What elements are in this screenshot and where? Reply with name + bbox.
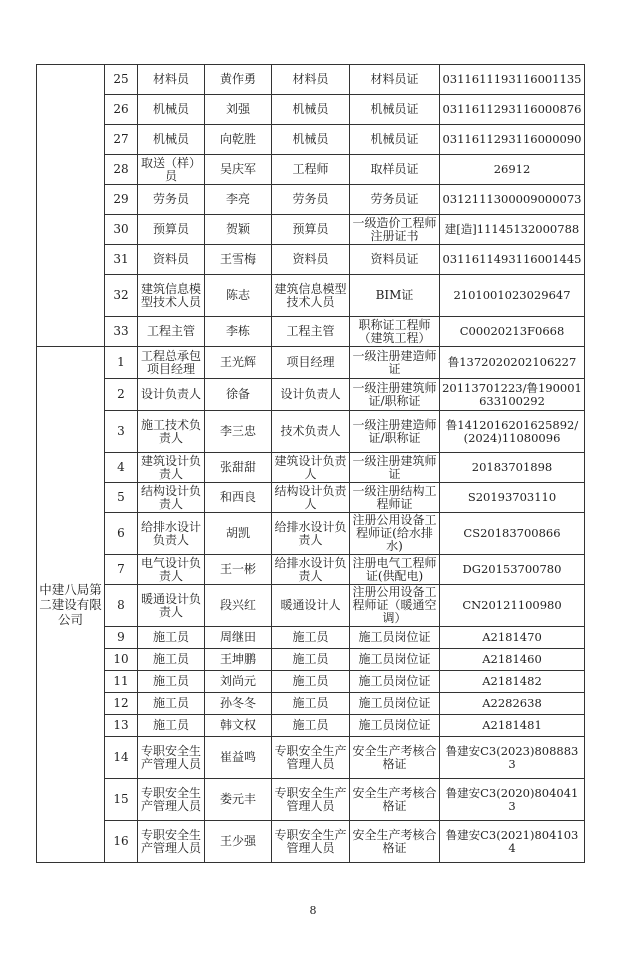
cell-name: 吴庆军 [205, 155, 272, 185]
cell-no: 12 [105, 693, 138, 715]
cell-no: 14 [105, 737, 138, 779]
cell-role: 给排水设计负责人 [272, 513, 350, 555]
cell-role: 项目经理 [272, 347, 350, 379]
cell-no: 33 [105, 317, 138, 347]
table-row [37, 95, 585, 125]
cell-position: 机械员 [138, 125, 205, 155]
cell-cert-type: 施工员岗位证 [350, 627, 440, 649]
table-row [37, 555, 585, 585]
cell-role: 技术负责人 [272, 411, 350, 453]
cell-role: 结构设计负责人 [272, 483, 350, 513]
cell-cert-type: 一级造价工程师注册证书 [350, 215, 440, 245]
cell-role: 机械员 [272, 125, 350, 155]
cell-role: 专职安全生产管理人员 [272, 779, 350, 821]
cell-cert-type: 材料员证 [350, 65, 440, 95]
cell-cert-no: 20183701898 [440, 453, 585, 483]
cell-role: 材料员 [272, 65, 350, 95]
cell-position: 建筑信息模型技术人员 [138, 275, 205, 317]
cell-cert-type: 一级注册结构工程师证 [350, 483, 440, 513]
table-row [37, 125, 585, 155]
cell-no: 4 [105, 453, 138, 483]
cell-name: 贺颖 [205, 215, 272, 245]
table-row [37, 185, 585, 215]
cell-name: 崔益鸣 [205, 737, 272, 779]
cell-role: 专职安全生产管理人员 [272, 737, 350, 779]
cell-no: 27 [105, 125, 138, 155]
cell-position: 施工技术负责人 [138, 411, 205, 453]
cell-position: 专职安全生产管理人员 [138, 821, 205, 863]
cell-position: 施工员 [138, 649, 205, 671]
cell-position: 专职安全生产管理人员 [138, 779, 205, 821]
cell-cert-type: BIM证 [350, 275, 440, 317]
table-row [37, 693, 585, 715]
cell-no: 15 [105, 779, 138, 821]
cell-position: 暖通设计负责人 [138, 585, 205, 627]
table-row [37, 379, 585, 411]
table-row [37, 585, 585, 627]
cell-name: 段兴红 [205, 585, 272, 627]
cell-role: 施工员 [272, 715, 350, 737]
cell-role: 建筑设计负责人 [272, 453, 350, 483]
cell-cert-no: 0311611193116001135 [440, 65, 585, 95]
cell-name: 刘尚元 [205, 671, 272, 693]
cell-cert-type: 取样员证 [350, 155, 440, 185]
cell-position: 工程主管 [138, 317, 205, 347]
cell-no: 5 [105, 483, 138, 513]
cell-no: 2 [105, 379, 138, 411]
cell-cert-type: 一级注册建造师证 [350, 347, 440, 379]
cell-no: 1 [105, 347, 138, 379]
cell-cert-type: 机械员证 [350, 95, 440, 125]
cell-cert-type: 注册公用设备工程师证(给水排水) [350, 513, 440, 555]
cell-cert-type: 职称证工程师（建筑工程） [350, 317, 440, 347]
cell-no: 3 [105, 411, 138, 453]
cell-no: 7 [105, 555, 138, 585]
cell-name: 孙冬冬 [205, 693, 272, 715]
cell-no: 9 [105, 627, 138, 649]
cell-position: 施工员 [138, 693, 205, 715]
cell-cert-no: 鲁建安C3(2021)8041034 [440, 821, 585, 863]
cell-position: 施工员 [138, 715, 205, 737]
cell-name: 李亮 [205, 185, 272, 215]
cell-cert-no: 0311611293116000876 [440, 95, 585, 125]
table-row [37, 737, 585, 779]
cell-cert-type: 资料员证 [350, 245, 440, 275]
cell-no: 13 [105, 715, 138, 737]
cell-name: 王光辉 [205, 347, 272, 379]
cell-position: 劳务员 [138, 185, 205, 215]
cell-no: 29 [105, 185, 138, 215]
cell-name: 王一彬 [205, 555, 272, 585]
cell-cert-type: 施工员岗位证 [350, 649, 440, 671]
cell-name: 王雪梅 [205, 245, 272, 275]
cell-cert-type: 一级注册建筑师证/职称证 [350, 379, 440, 411]
cell-cert-type: 注册电气工程师证(供配电) [350, 555, 440, 585]
cell-role: 给排水设计负责人 [272, 555, 350, 585]
cell-cert-type: 注册公用设备工程师证（暖通空调） [350, 585, 440, 627]
cell-cert-no: CS20183700866 [440, 513, 585, 555]
cell-role: 工程主管 [272, 317, 350, 347]
cell-no: 6 [105, 513, 138, 555]
cell-position: 施工员 [138, 671, 205, 693]
cell-cert-no: 2101001023029647 [440, 275, 585, 317]
cell-position: 给排水设计负责人 [138, 513, 205, 555]
cell-name: 王坤鹏 [205, 649, 272, 671]
cell-role: 机械员 [272, 95, 350, 125]
table-row [37, 245, 585, 275]
cell-cert-no: 0312111300009000073 [440, 185, 585, 215]
cell-cert-no: 0311611293116000090 [440, 125, 585, 155]
cell-cert-type: 安全生产考核合格证 [350, 737, 440, 779]
cell-cert-no: CN20121100980 [440, 585, 585, 627]
cell-role: 建筑信息模型技术人员 [272, 275, 350, 317]
cell-cert-no: A2181482 [440, 671, 585, 693]
table-row [37, 155, 585, 185]
cell-position: 工程总承包项目经理 [138, 347, 205, 379]
table-row [37, 649, 585, 671]
company-cell: 中建八局第二建设有限公司 [37, 347, 105, 863]
cell-position: 专职安全生产管理人员 [138, 737, 205, 779]
cell-role: 施工员 [272, 649, 350, 671]
cell-name: 向乾胜 [205, 125, 272, 155]
cell-name: 胡凯 [205, 513, 272, 555]
cell-cert-no: 鲁1412016201625892/(2024)11080096 [440, 411, 585, 453]
cell-cert-no: 建[造]11145132000788 [440, 215, 585, 245]
cell-role: 预算员 [272, 215, 350, 245]
table-row [37, 215, 585, 245]
cell-cert-no: 0311611493116001445 [440, 245, 585, 275]
cell-no: 26 [105, 95, 138, 125]
cell-name: 娄元丰 [205, 779, 272, 821]
cell-no: 31 [105, 245, 138, 275]
cell-no: 8 [105, 585, 138, 627]
cell-role: 专职安全生产管理人员 [272, 821, 350, 863]
cell-position: 电气设计负责人 [138, 555, 205, 585]
cell-position: 机械员 [138, 95, 205, 125]
cell-cert-type: 施工员岗位证 [350, 671, 440, 693]
cell-position: 设计负责人 [138, 379, 205, 411]
cell-position: 资料员 [138, 245, 205, 275]
cell-cert-type: 施工员岗位证 [350, 715, 440, 737]
cell-cert-type: 劳务员证 [350, 185, 440, 215]
table-row [37, 627, 585, 649]
cell-name: 李三忠 [205, 411, 272, 453]
table-row [37, 513, 585, 555]
cell-name: 刘强 [205, 95, 272, 125]
cell-cert-type: 机械员证 [350, 125, 440, 155]
cell-position: 预算员 [138, 215, 205, 245]
cell-cert-type: 一级注册建造师证/职称证 [350, 411, 440, 453]
cell-name: 王少强 [205, 821, 272, 863]
cell-cert-no: A2181460 [440, 649, 585, 671]
cell-cert-no: 26912 [440, 155, 585, 185]
cell-name: 徐备 [205, 379, 272, 411]
cell-cert-no: S20193703110 [440, 483, 585, 513]
table-row [37, 779, 585, 821]
table-row [37, 347, 585, 379]
cell-role: 工程师 [272, 155, 350, 185]
cell-no: 25 [105, 65, 138, 95]
cell-name: 和西良 [205, 483, 272, 513]
cell-cert-type: 安全生产考核合格证 [350, 821, 440, 863]
cell-name: 李栋 [205, 317, 272, 347]
cell-cert-no: A2181470 [440, 627, 585, 649]
table-row [37, 411, 585, 453]
cell-role: 设计负责人 [272, 379, 350, 411]
cell-cert-type: 一级注册建筑师证 [350, 453, 440, 483]
table-row [37, 671, 585, 693]
cell-no: 16 [105, 821, 138, 863]
table-row [37, 821, 585, 863]
cell-name: 张甜甜 [205, 453, 272, 483]
cell-name: 陈志 [205, 275, 272, 317]
table-row [37, 715, 585, 737]
cell-no: 11 [105, 671, 138, 693]
cell-position: 建筑设计负责人 [138, 453, 205, 483]
cell-position: 取送（样）员 [138, 155, 205, 185]
company-cell-continued [37, 65, 105, 347]
table-row [37, 275, 585, 317]
cell-role: 暖通设计人 [272, 585, 350, 627]
cell-position: 施工员 [138, 627, 205, 649]
cell-no: 28 [105, 155, 138, 185]
cell-cert-no: A2181481 [440, 715, 585, 737]
cell-role: 施工员 [272, 627, 350, 649]
cell-cert-no: DG20153700780 [440, 555, 585, 585]
cell-cert-no: A2282638 [440, 693, 585, 715]
cell-no: 10 [105, 649, 138, 671]
cell-no: 32 [105, 275, 138, 317]
cell-cert-no: 鲁1372020202106227 [440, 347, 585, 379]
page-number: 8 [309, 904, 317, 917]
table-row [37, 483, 585, 513]
cell-cert-type: 施工员岗位证 [350, 693, 440, 715]
cell-cert-no: 鲁建安C3(2023)8088833 [440, 737, 585, 779]
cell-name: 周继田 [205, 627, 272, 649]
cell-position: 结构设计负责人 [138, 483, 205, 513]
cell-no: 30 [105, 215, 138, 245]
cell-cert-no: 鲁建安C3(2020)8040413 [440, 779, 585, 821]
cell-role: 资料员 [272, 245, 350, 275]
cell-role: 施工员 [272, 671, 350, 693]
table-row [37, 453, 585, 483]
cell-position: 材料员 [138, 65, 205, 95]
cell-cert-no: C00020213F0668 [440, 317, 585, 347]
personnel-table [36, 64, 585, 863]
cell-cert-no: 20113701223/鲁190001633100292 [440, 379, 585, 411]
table-row [37, 317, 585, 347]
table-row [37, 65, 585, 95]
cell-role: 施工员 [272, 693, 350, 715]
cell-cert-type: 安全生产考核合格证 [350, 779, 440, 821]
cell-name: 韩文权 [205, 715, 272, 737]
cell-role: 劳务员 [272, 185, 350, 215]
cell-name: 黄作勇 [205, 65, 272, 95]
